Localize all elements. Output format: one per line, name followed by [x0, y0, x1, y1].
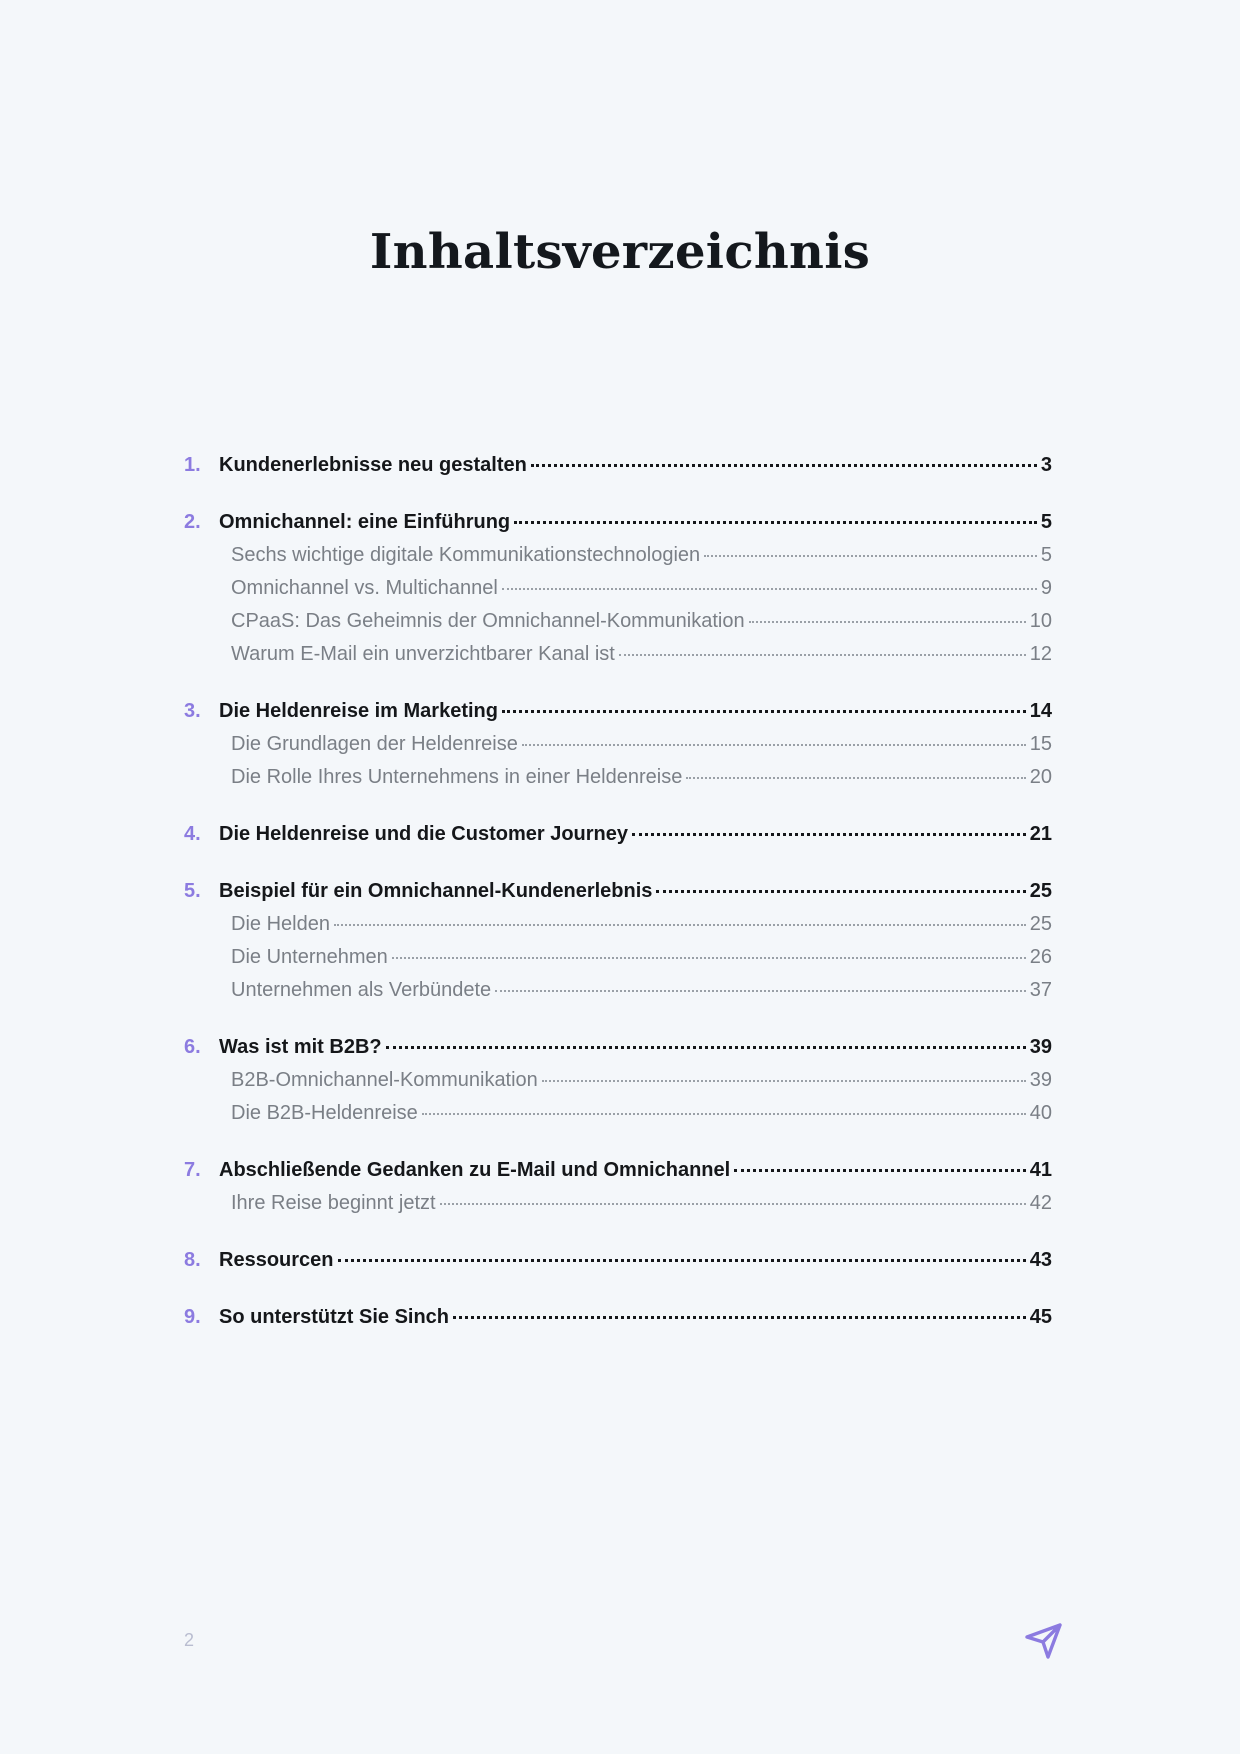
toc-entry-page: 45 — [1029, 1306, 1052, 1328]
dot-leader — [502, 588, 1037, 590]
dot-leader — [422, 1113, 1026, 1115]
toc-entry-title: Omnichannel: eine Einführung — [219, 511, 511, 533]
toc-subentry-page: 39 — [1029, 1069, 1052, 1091]
toc-section — [184, 1300, 1052, 1334]
dot-leader — [502, 710, 1026, 713]
toc-entry-page: 21 — [1029, 823, 1052, 845]
toc-subentry-page: 12 — [1029, 643, 1052, 665]
dot-leader — [749, 621, 1026, 623]
toc-entry[interactable] — [184, 1243, 1052, 1277]
toc-entry-number: 7. — [184, 1159, 201, 1181]
toc-entry-page: 25 — [1029, 880, 1052, 902]
dot-leader — [453, 1316, 1026, 1319]
toc-entry[interactable] — [184, 694, 1052, 728]
toc-section — [184, 1243, 1052, 1277]
toc-subentry-title: B2B-Omnichannel-Kommunikation — [231, 1069, 538, 1091]
toc-entry-number: 5. — [184, 880, 201, 902]
dot-leader — [704, 555, 1037, 557]
toc-subentry-title: Die Rolle Ihres Unternehmens in einer Heldenreise — [231, 766, 683, 788]
toc-subentry-title: Unternehmen als Verbündete — [231, 979, 492, 1001]
toc-entry-title: Ressourcen — [219, 1249, 334, 1271]
toc-section — [184, 694, 1052, 794]
toc-entry-number: 9. — [184, 1306, 201, 1328]
dot-leader — [338, 1259, 1026, 1262]
toc-subentry[interactable] — [184, 638, 1052, 671]
toc-subentry[interactable] — [184, 605, 1052, 638]
toc-entry[interactable] — [184, 505, 1052, 539]
toc-entry[interactable] — [184, 1030, 1052, 1064]
toc-subentry-title: Warum E-Mail ein unverzichtbarer Kanal ist — [231, 643, 615, 665]
dot-leader — [522, 744, 1026, 746]
toc-subentry[interactable] — [184, 539, 1052, 572]
toc-entry-title: So unterstützt Sie Sinch — [219, 1306, 450, 1328]
toc-subentry-page: 42 — [1029, 1192, 1052, 1214]
toc-entry[interactable] — [184, 448, 1052, 482]
toc-entry[interactable] — [184, 1300, 1052, 1334]
dot-leader — [531, 464, 1037, 467]
toc-subentry[interactable] — [184, 1187, 1052, 1220]
toc-entry-title: Kundenerlebnisse neu gestalten — [219, 454, 527, 476]
toc-entry-number: 3. — [184, 700, 201, 722]
toc-entry-number: 4. — [184, 823, 201, 845]
toc-entry[interactable] — [184, 874, 1052, 908]
toc-subentry-title: Die B2B-Heldenreise — [231, 1102, 418, 1124]
toc-entry-number: 2. — [184, 511, 201, 533]
toc-subentry-page: 20 — [1029, 766, 1052, 788]
toc-subentry-page: 5 — [1040, 544, 1052, 566]
dot-leader — [632, 833, 1026, 836]
toc-subentry-title: Die Grundlagen der Heldenreise — [231, 733, 518, 755]
toc-subentry[interactable] — [184, 572, 1052, 605]
table-of-contents — [184, 448, 1052, 1357]
toc-entry-title: Abschließende Gedanken zu E-Mail und Omnichannel — [219, 1159, 731, 1181]
toc-section — [184, 448, 1052, 482]
toc-entry-title: Beispiel für ein Omnichannel-Kundenerlebnis — [219, 880, 653, 902]
toc-subentry-title: Die Helden — [231, 913, 330, 935]
toc-section — [184, 874, 1052, 1007]
toc-subentry[interactable] — [184, 1097, 1052, 1130]
toc-section — [184, 817, 1052, 851]
toc-section — [184, 1030, 1052, 1130]
dot-leader — [542, 1080, 1026, 1082]
dot-leader — [734, 1169, 1026, 1172]
toc-subentry-page: 25 — [1029, 913, 1052, 935]
toc-entry-page: 39 — [1029, 1036, 1052, 1058]
toc-subentry-page: 37 — [1029, 979, 1052, 1001]
toc-subentry[interactable] — [184, 974, 1052, 1007]
toc-subentry-page: 40 — [1029, 1102, 1052, 1124]
dot-leader — [686, 777, 1025, 779]
toc-entry-page: 3 — [1040, 454, 1052, 476]
dot-leader — [656, 890, 1025, 893]
dot-leader — [514, 521, 1037, 524]
dot-leader — [334, 924, 1026, 926]
toc-entry[interactable] — [184, 817, 1052, 851]
dot-leader — [386, 1046, 1026, 1049]
page-number: 2 — [184, 1630, 195, 1650]
dot-leader — [619, 654, 1026, 656]
toc-entry-number: 8. — [184, 1249, 201, 1271]
toc-subentry-page: 26 — [1029, 946, 1052, 968]
toc-entry-title: Die Heldenreise im Marketing — [219, 700, 498, 722]
paper-plane-icon — [1024, 1620, 1064, 1660]
toc-entry-number: 6. — [184, 1036, 201, 1058]
toc-section — [184, 1153, 1052, 1220]
toc-entry-page: 41 — [1029, 1159, 1052, 1181]
toc-subentry[interactable] — [184, 761, 1052, 794]
toc-subentry[interactable] — [184, 728, 1052, 761]
toc-subentry-title: Sechs wichtige digitale Kommunikationstechnologien — [231, 544, 701, 566]
toc-entry-page: 5 — [1040, 511, 1052, 533]
toc-subentry-title: Omnichannel vs. Multichannel — [231, 577, 498, 599]
toc-entry-page: 14 — [1029, 700, 1052, 722]
dot-leader — [495, 990, 1026, 992]
dot-leader — [440, 1203, 1026, 1205]
toc-entry-title: Die Heldenreise und die Customer Journey — [219, 823, 628, 845]
toc-subentry-title: Die Unternehmen — [231, 946, 388, 968]
toc-entry-title: Was ist mit B2B? — [219, 1036, 382, 1058]
toc-subentry-page: 15 — [1029, 733, 1052, 755]
toc-entry-number: 1. — [184, 454, 201, 476]
toc-subentry[interactable] — [184, 1064, 1052, 1097]
toc-subentry-title: Ihre Reise beginnt jetzt — [231, 1192, 436, 1214]
toc-subentry[interactable] — [184, 908, 1052, 941]
toc-entry-page: 43 — [1029, 1249, 1052, 1271]
toc-subentry-page: 9 — [1040, 577, 1052, 599]
page-title: Inhaltsverzeichnis — [369, 224, 871, 280]
toc-subentry-page: 10 — [1029, 610, 1052, 632]
toc-subentry[interactable] — [184, 941, 1052, 974]
toc-subentry-title: CPaaS: Das Geheimnis der Omnichannel-Kommunikation — [231, 610, 745, 632]
toc-entry[interactable] — [184, 1153, 1052, 1187]
toc-section — [184, 505, 1052, 671]
dot-leader — [392, 957, 1026, 959]
